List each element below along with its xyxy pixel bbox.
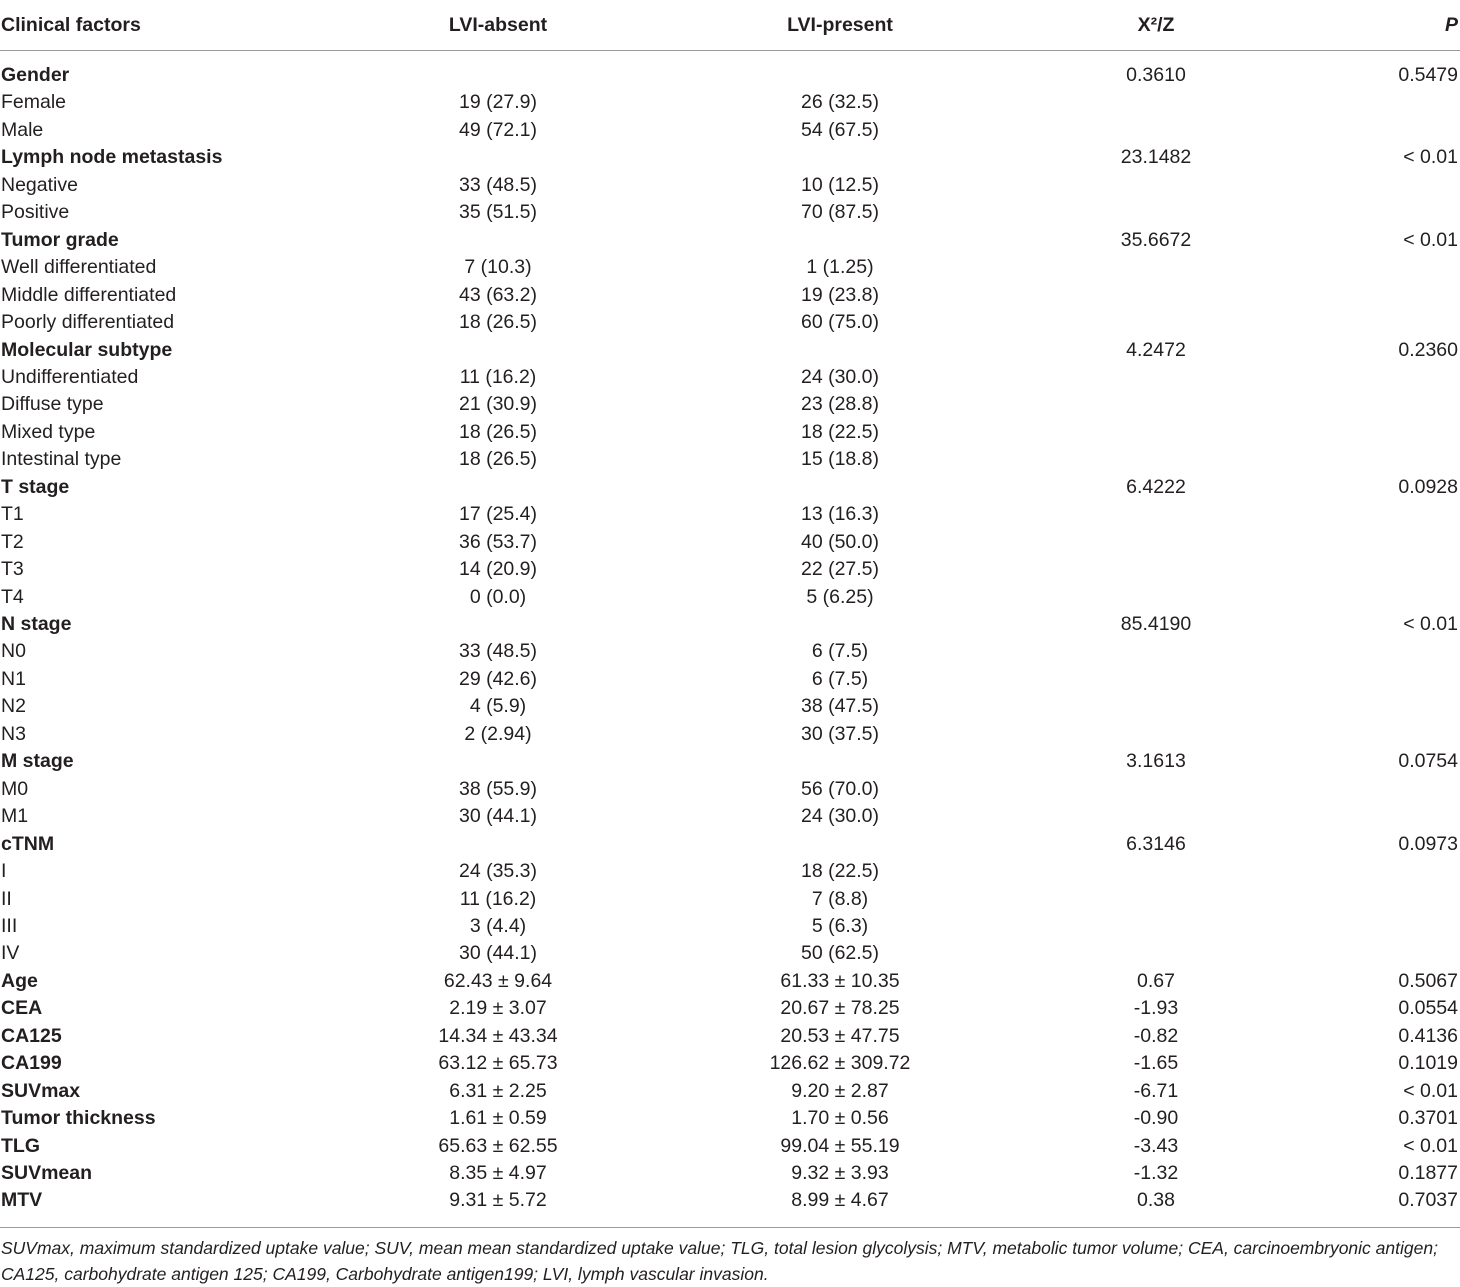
cell-lvi-present <box>660 831 1020 858</box>
row-label: N3 <box>1 722 26 745</box>
cell-statistic <box>976 776 1336 803</box>
table-row-group <box>0 968 1460 995</box>
cell-statistic <box>976 638 1336 665</box>
cell-p-value: 0.1019 <box>1398 1052 1458 1075</box>
header-lvi-absent: LVI-absent <box>448 14 548 36</box>
cell-p-value: 0.5067 <box>1398 969 1458 992</box>
row-label: Negative <box>1 173 78 196</box>
cell-p-value: < 0.01 <box>1403 1134 1458 1157</box>
table-row <box>0 858 1460 885</box>
cell-statistic: 4.2472 <box>1126 338 1186 361</box>
table-row <box>0 693 1460 720</box>
cell-statistic <box>976 117 1336 144</box>
table-row-group <box>0 227 1460 254</box>
row-label: CA125 <box>1 1024 62 1047</box>
table-row <box>0 556 1460 583</box>
cell-statistic: 0.3610 <box>1126 64 1186 86</box>
cell-lvi-absent: 11 (16.2) <box>459 887 537 910</box>
table-row <box>0 391 1460 418</box>
cell-lvi-absent: 24 (35.3) <box>458 860 538 883</box>
cell-lvi-present: 40 (50.0) <box>800 530 880 553</box>
table-row <box>0 199 1460 226</box>
cell-statistic <box>976 803 1336 830</box>
cell-lvi-present: 1.70 ± 0.56 <box>791 1107 889 1130</box>
table-row <box>0 419 1460 446</box>
row-label: MTV <box>1 1189 43 1212</box>
table-row-group <box>0 1050 1460 1077</box>
table-row <box>0 117 1460 144</box>
cell-lvi-present: 24 (30.0) <box>800 365 880 388</box>
row-label: III <box>1 914 18 937</box>
row-label: Tumor thickness <box>1 1107 156 1130</box>
cell-lvi-present: 126.62 ± 309.72 <box>769 1052 911 1075</box>
cell-statistic: 85.4190 <box>1120 613 1192 635</box>
row-label: N2 <box>1 695 26 718</box>
cell-statistic <box>976 858 1336 885</box>
cell-lvi-present: 23 (28.8) <box>800 393 880 416</box>
cell-lvi-present <box>660 611 1020 638</box>
row-label: T2 <box>1 530 24 553</box>
cell-lvi-present: 9.32 ± 3.93 <box>791 1162 889 1184</box>
cell-lvi-present: 20.67 ± 78.25 <box>780 997 900 1020</box>
cell-lvi-absent: 8.35 ± 4.97 <box>449 1162 547 1184</box>
cell-lvi-present: 24 (30.0) <box>800 805 880 828</box>
cell-p-value: 0.3701 <box>1398 1107 1458 1130</box>
table-row <box>0 940 1460 967</box>
row-label: Poorly differentiated <box>1 311 175 334</box>
cell-lvi-present: 26 (32.5) <box>800 91 880 114</box>
table-row-group <box>0 474 1460 501</box>
row-label: M0 <box>1 777 29 800</box>
cell-statistic <box>976 282 1336 309</box>
table-row <box>0 803 1460 830</box>
cell-lvi-present: 9.20 ± 2.87 <box>791 1079 889 1102</box>
row-label: CA199 <box>1 1052 62 1075</box>
header-clinical-factors: Clinical factors <box>1 14 141 36</box>
cell-lvi-present: 56 (70.0) <box>800 777 880 800</box>
row-label: Age <box>1 969 38 992</box>
table-row <box>0 666 1460 693</box>
cell-statistic <box>976 666 1336 693</box>
cell-statistic <box>976 584 1336 611</box>
cell-lvi-absent: 62.43 ± 9.64 <box>443 969 553 992</box>
table-row-group <box>0 995 1460 1022</box>
cell-statistic <box>976 721 1336 748</box>
row-label: Undifferentiated <box>1 365 139 388</box>
cell-statistic: 23.1482 <box>1120 146 1192 169</box>
cell-lvi-present: 6 (7.5) <box>811 640 869 663</box>
cell-lvi-present <box>660 62 1020 89</box>
table-row <box>0 364 1460 391</box>
cell-lvi-present: 50 (62.5) <box>800 942 880 965</box>
cell-statistic <box>976 940 1336 967</box>
cell-p-value: < 0.01 <box>1403 1079 1458 1102</box>
cell-statistic: -3.43 <box>1133 1134 1179 1157</box>
cell-lvi-absent: 18 (26.5) <box>458 420 538 443</box>
row-label: IV <box>1 942 20 965</box>
cell-lvi-absent: 2 (2.94) <box>464 722 532 745</box>
table-row <box>0 886 1460 913</box>
cell-lvi-absent: 21 (30.9) <box>458 393 538 416</box>
row-label: T stage <box>1 475 70 498</box>
cell-statistic: -1.65 <box>1133 1052 1179 1075</box>
cell-p-value: 0.0973 <box>1398 832 1458 855</box>
table-row <box>0 282 1460 309</box>
table-row-group <box>0 62 1460 89</box>
row-label: Molecular subtype <box>1 338 173 361</box>
cell-lvi-absent <box>318 227 678 254</box>
cell-p-value: 0.2360 <box>1398 338 1458 361</box>
cell-lvi-absent: 63.12 ± 65.73 <box>438 1052 558 1075</box>
row-label: SUVmax <box>1 1079 81 1102</box>
cell-statistic: 0.38 <box>1137 1189 1175 1212</box>
row-label: Positive <box>1 201 70 224</box>
cell-lvi-absent: 65.63 ± 62.55 <box>438 1134 558 1157</box>
table-row <box>0 89 1460 116</box>
cell-statistic <box>976 886 1336 913</box>
cell-statistic <box>976 556 1336 583</box>
cell-lvi-absent: 17 (25.4) <box>458 503 538 526</box>
table-row-group <box>0 1078 1460 1105</box>
cell-lvi-absent: 49 (72.1) <box>458 118 538 141</box>
table-row <box>0 638 1460 665</box>
cell-lvi-present: 22 (27.5) <box>800 558 880 581</box>
cell-lvi-absent <box>318 144 678 171</box>
cell-lvi-present: 54 (67.5) <box>800 118 880 141</box>
table-row-group <box>0 1105 1460 1132</box>
row-label: Well differentiated <box>1 256 157 279</box>
cell-lvi-absent: 43 (63.2) <box>458 283 538 306</box>
cell-p-value: 0.5479 <box>1398 64 1458 86</box>
cell-lvi-present <box>660 474 1020 501</box>
cell-p-value: 0.0754 <box>1398 750 1458 773</box>
bottom-rule <box>0 1227 1460 1228</box>
cell-p-value: 0.7037 <box>1398 1189 1458 1212</box>
table-row <box>0 309 1460 336</box>
cell-lvi-present: 5 (6.3) <box>811 914 869 937</box>
cell-statistic <box>976 172 1336 199</box>
row-label: Female <box>1 91 67 114</box>
cell-p-value: < 0.01 <box>1403 613 1458 635</box>
header-rule <box>0 50 1460 51</box>
cell-lvi-absent: 36 (53.7) <box>458 530 538 553</box>
row-label: Male <box>1 118 44 141</box>
cell-statistic: -6.71 <box>1133 1079 1179 1102</box>
cell-lvi-absent: 0 (0.0) <box>469 585 527 608</box>
cell-lvi-absent <box>318 748 678 775</box>
cell-p-value: 0.1877 <box>1398 1162 1458 1184</box>
row-label: TLG <box>1 1134 40 1157</box>
cell-lvi-absent: 33 (48.5) <box>458 173 538 196</box>
table-row-group <box>0 748 1460 775</box>
table-row <box>0 254 1460 281</box>
cell-lvi-present <box>660 337 1020 364</box>
cell-p-value: < 0.01 <box>1403 146 1458 169</box>
table-row-group <box>0 337 1460 364</box>
cell-statistic <box>976 309 1336 336</box>
row-label: N stage <box>1 613 72 635</box>
row-label: T3 <box>1 558 24 581</box>
cell-statistic <box>976 501 1336 528</box>
cell-lvi-present <box>660 227 1020 254</box>
table-row-group <box>0 1023 1460 1050</box>
cell-lvi-absent: 14.34 ± 43.34 <box>438 1024 558 1047</box>
table-row-group <box>0 144 1460 171</box>
cell-lvi-absent: 6.31 ± 2.25 <box>449 1079 547 1102</box>
cell-lvi-present <box>660 144 1020 171</box>
cell-lvi-absent: 11 (16.2) <box>459 365 537 388</box>
cell-lvi-present: 61.33 ± 10.35 <box>780 969 900 992</box>
cell-statistic: -1.32 <box>1133 1162 1179 1184</box>
table-row-group <box>0 1187 1460 1214</box>
cell-statistic <box>976 199 1336 226</box>
cell-lvi-present: 15 (18.8) <box>800 448 880 471</box>
cell-statistic: -0.82 <box>1133 1024 1179 1047</box>
cell-statistic: 6.3146 <box>1126 832 1186 855</box>
cell-lvi-absent: 33 (48.5) <box>458 640 538 663</box>
cell-lvi-present: 20.53 ± 47.75 <box>780 1024 900 1047</box>
cell-statistic <box>976 693 1336 720</box>
cell-lvi-present: 10 (12.5) <box>800 173 880 196</box>
cell-p-value: 0.0928 <box>1398 475 1458 498</box>
row-label: N1 <box>1 667 26 690</box>
header-p-value: P <box>1444 14 1458 36</box>
cell-lvi-present <box>660 748 1020 775</box>
cell-lvi-absent <box>318 831 678 858</box>
table-row <box>0 446 1460 473</box>
table-row-group <box>0 1133 1460 1160</box>
cell-lvi-present: 60 (75.0) <box>800 311 880 334</box>
table-row <box>0 172 1460 199</box>
cell-lvi-absent: 35 (51.5) <box>458 201 538 224</box>
cell-lvi-absent: 4 (5.9) <box>469 695 527 718</box>
cell-statistic: -1.93 <box>1133 997 1179 1020</box>
cell-lvi-present: 18 (22.5) <box>800 860 880 883</box>
cell-lvi-present: 38 (47.5) <box>800 695 880 718</box>
cell-lvi-absent: 18 (26.5) <box>458 311 538 334</box>
cell-lvi-present: 99.04 ± 55.19 <box>780 1134 900 1157</box>
row-label: Gender <box>1 64 70 86</box>
cell-statistic <box>976 391 1336 418</box>
cell-lvi-absent <box>318 62 678 89</box>
cell-lvi-absent: 29 (42.6) <box>458 667 538 690</box>
row-label: I <box>1 860 7 883</box>
table-row <box>0 529 1460 556</box>
cell-lvi-present: 7 (8.8) <box>811 887 869 910</box>
cell-statistic: 35.6672 <box>1120 228 1192 251</box>
table-row <box>0 584 1460 611</box>
cell-p-value: < 0.01 <box>1403 228 1458 251</box>
row-label: Lymph node metastasis <box>1 146 223 169</box>
cell-p-value: 0.4136 <box>1398 1024 1458 1047</box>
cell-statistic <box>976 89 1336 116</box>
cell-lvi-absent: 14 (20.9) <box>458 558 538 581</box>
header-statistic: X²/Z <box>1137 14 1175 36</box>
cell-statistic: 0.67 <box>1137 969 1175 992</box>
cell-statistic <box>976 419 1336 446</box>
cell-lvi-present: 5 (6.25) <box>806 585 874 608</box>
row-label: T1 <box>1 503 24 526</box>
table-row <box>0 501 1460 528</box>
cell-statistic: 3.1613 <box>1126 750 1186 773</box>
table-header-row <box>0 12 1460 39</box>
row-label: Mixed type <box>1 420 96 443</box>
cell-lvi-absent: 19 (27.9) <box>458 91 538 114</box>
cell-lvi-absent: 38 (55.9) <box>458 777 538 800</box>
row-label: Intestinal type <box>1 448 122 471</box>
cell-statistic: -0.90 <box>1133 1107 1179 1130</box>
row-label: Middle differentiated <box>1 283 177 306</box>
cell-statistic: 6.4222 <box>1126 475 1186 498</box>
cell-lvi-present: 18 (22.5) <box>800 420 880 443</box>
row-label: Tumor grade <box>1 228 119 251</box>
cell-lvi-absent: 9.31 ± 5.72 <box>449 1189 547 1212</box>
row-label: M stage <box>1 750 74 773</box>
row-label: CEA <box>1 997 43 1020</box>
cell-statistic <box>976 254 1336 281</box>
row-label: II <box>1 887 12 910</box>
header-lvi-present: LVI-present <box>787 14 893 36</box>
row-label: SUVmean <box>1 1162 93 1184</box>
cell-lvi-present: 6 (7.5) <box>811 667 869 690</box>
cell-lvi-present: 70 (87.5) <box>800 201 880 224</box>
table-row <box>0 776 1460 803</box>
row-label: Diffuse type <box>1 393 104 416</box>
cell-statistic <box>976 913 1336 940</box>
cell-p-value: 0.0554 <box>1398 997 1458 1020</box>
row-label: N0 <box>1 640 26 663</box>
table-row <box>0 913 1460 940</box>
row-label: M1 <box>1 805 29 828</box>
cell-lvi-present: 19 (23.8) <box>800 283 880 306</box>
cell-lvi-absent <box>318 474 678 501</box>
cell-lvi-absent: 3 (4.4) <box>469 914 527 937</box>
cell-lvi-absent: 1.61 ± 0.59 <box>449 1107 547 1130</box>
cell-statistic <box>976 529 1336 556</box>
cell-lvi-absent <box>318 611 678 638</box>
cell-statistic <box>976 364 1336 391</box>
cell-lvi-absent: 30 (44.1) <box>458 942 538 965</box>
table-footnote: SUVmax, maximum standardized uptake value; SUV, mean mean standardized uptake value; TLG, total lesion glycolysis; MTV, metabolic tumor volume; CEA, carcinoembryonic antigen; CA125, carbohydrate antigen 125; CA199, Carbohydrate antigen199; LVI, lymph vascular invasion. <box>1 1238 1438 1284</box>
cell-lvi-present: 30 (37.5) <box>800 722 880 745</box>
cell-lvi-present: 8.99 ± 4.67 <box>791 1189 889 1212</box>
cell-lvi-present: 1 (1.25) <box>806 256 874 279</box>
row-label: cTNM <box>1 832 55 855</box>
table-row-group <box>0 831 1460 858</box>
table-row-group <box>0 1160 1460 1187</box>
cell-lvi-present: 13 (16.3) <box>800 503 880 526</box>
row-label: T4 <box>1 585 24 608</box>
table-row <box>0 721 1460 748</box>
cell-lvi-absent: 30 (44.1) <box>458 805 538 828</box>
cell-lvi-absent: 2.19 ± 3.07 <box>449 997 547 1020</box>
cell-statistic <box>976 446 1336 473</box>
cell-lvi-absent: 18 (26.5) <box>458 448 538 471</box>
table-row-group <box>0 611 1460 638</box>
cell-lvi-absent: 7 (10.3) <box>464 256 532 279</box>
cell-lvi-absent <box>318 337 678 364</box>
